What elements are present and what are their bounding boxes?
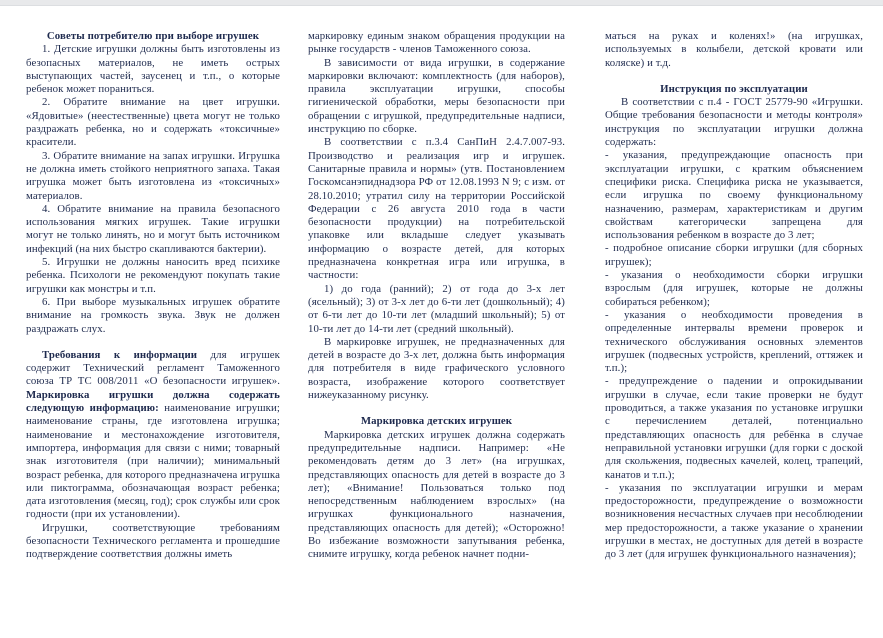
text-run: 1. Детские игрушки должны быть изготовлены из безопасных материалов, не иметь острых выступающих частей, заусенец и т.п., о которые ребенок может пораниться. xyxy=(26,43,280,96)
text-run: наименование игрушки; наименование страны, где изготовлена игрушка; наименование и местонахождение изготовителя, импортера, информация для связи с ними; товарный знак изготовителя (при наличии); минимальный возраст ребенка, для которого предназначена игрушка или пиктограмма, обозначающая возраст ребенка; дата изготовления (месяц, год); срок службы или срок годности (при их установлении). xyxy=(26,402,281,521)
bold-text-run: Маркировка игрушки должна содержать следующую информацию: xyxy=(26,388,280,415)
text-run: В соответствии с п.4 - ГОСТ 25779-90 «Игрушки. Общие требования безопасности и методы контроля» инструкция по эксплуатации игрушки должна содержать: xyxy=(605,96,863,149)
text-run: 2. Обратите внимание на цвет игрушки. «Ядовитые» (неестественные) цвета могут не только раздражать ребенка, но и содержать «токсичные» красители. xyxy=(26,96,280,149)
paragraph xyxy=(26,96,280,149)
paragraph xyxy=(26,43,280,96)
paragraph xyxy=(605,242,863,269)
paragraph xyxy=(26,256,280,296)
paragraph xyxy=(308,429,565,562)
text-run: для игрушек содержит Технический регламент Таможенного союза ТР ТС 008/2011 «О безопасности игрушек». xyxy=(26,348,280,388)
bold-text-run: Инструкция по эксплуатации xyxy=(660,82,808,95)
paragraph xyxy=(605,96,863,149)
paragraph xyxy=(605,482,863,562)
paragraph xyxy=(605,375,863,481)
text-run: 4. Обратите внимание на правила безопасного использования мягких игрушек. Такие игрушки могут не только линять, но и могут быть источником инфекций (на них быстро скапливаются бактерии). xyxy=(26,202,280,255)
paragraph xyxy=(26,296,280,336)
text-run: 3. Обратите внимание на запах игрушки. Игрушка не должна иметь стойкого неприятного запаха. Такая игрушка может быть изготовлена из «токсичных» материалов. xyxy=(26,149,280,202)
paragraph xyxy=(308,136,565,282)
column-middle xyxy=(308,30,565,562)
text-run: Игрушки, соответствующие требованиям безопасности Технического регламента и прошедшие подтверждение соответствия должны иметь xyxy=(26,521,280,561)
section-heading xyxy=(308,415,565,428)
paragraph xyxy=(26,349,280,522)
bold-text-run: Маркировка детских игрушек xyxy=(360,415,513,428)
text-run: - подробное описание сборки игрушки (для сборных игрушек); xyxy=(605,242,863,268)
paragraph xyxy=(605,30,863,70)
paragraph xyxy=(605,149,863,242)
text-run: В зависимости от вида игрушки, в содержание маркировки включают: комплектность (для наборов), правила эксплуатации игрушки, способы гигиенической обработки, меры безопасности при обращении с игрушкой, предупредительные надписи, инструкцию по сборке. xyxy=(308,56,565,136)
paragraph xyxy=(308,57,565,137)
text-run: В соответствии с п.3.4 СанПиН 2.4.7.007-93. Производство и реализация игр и игрушек. Санитарные правила и нормы» (утв. Постановлением Госкомсанэпиднадзора РФ от 12.08.1993 N 9; с изм. от 28.10.2010; утратил силу на территории Российской Федерации с 26 августа 2010 года в части безопасности продукции) на потребительской упаковке или вкладыше следует указывать информацию о возрасте детей, для которых предназначена конкретная игра или игрушка, в частности: xyxy=(308,136,565,282)
text-run: маться на руках и коленях!» (на игрушках, используемых в колыбели, детской кровати или коляске) и т.д. xyxy=(605,30,863,69)
column-right xyxy=(605,30,863,562)
section-heading xyxy=(605,83,863,96)
text-run: - указания, предупреждающие опасность при эксплуатации игрушки, с кратким объяснением специфики риска. Специфика риска не указывается, если игрушка по своему функциональному назначению, размерам, характеристикам и другим свойствам категорически запрещена для использования ребенком в возрасте до 3 лет; xyxy=(605,149,863,242)
page-top-edge xyxy=(0,0,883,6)
text-run: - указания по эксплуатации игрушки и мерам предосторожности, предупреждение о возможности возникновения несчастных случаев при несоблюдении мер предосторожности, а также указание о хранении игрушки в местах, не доступных для детей в возрасте до 3 лет (для игрушек функционального назначения); xyxy=(605,481,863,561)
paragraph xyxy=(605,269,863,309)
text-run: 5. Игрушки не должны наносить вред психике ребенка. Психологи не рекомендуют покупать такие игрушки как монстры и т.п. xyxy=(26,256,280,295)
section-heading xyxy=(26,30,280,43)
paragraph xyxy=(26,203,280,256)
paragraph xyxy=(308,283,565,336)
text-run: В маркировке игрушек, не предназначенных для детей в возрасте до 3-х лет, должна быть информация для потребителя в виде графического условного возраста, изображение которого соответствует нижеуказанному рисунку. xyxy=(308,335,565,402)
paragraph xyxy=(26,150,280,203)
text-run: маркировку единым знаком обращения продукции на рынке государств - членов Таможенного союза. xyxy=(308,30,565,56)
text-run: 1) до года (ранний); 2) от года до 3-х лет (ясельный); 3) от 3-х лет до 6-ти лет (дошкольный); 4) от 6-ти лет до 10-ти лет (младший школьный); 5) от 10-ти лет до 14-ти лет (средний школьный). xyxy=(308,282,565,335)
text-run: - указания о необходимости проведения в определенные интервалы времени проверок и технического обслуживания основных элементов игрушек (подвесных устройств, креплений, оттяжек и т.п.); xyxy=(605,308,863,375)
text-run: - предупреждение о падении и опрокидывании игрушки в случае, если такие проверки не будут проводиться, а также указания по установке игрушки с перечислением деталей, потенциально представляющих опасность для ребёнка в случае неправильной установки игрушки (для горки с доской для скольжения, подвесных качелей, колец, трапеций, канатов и т.п.); xyxy=(605,375,863,481)
paragraph xyxy=(605,309,863,375)
column-left xyxy=(26,30,280,562)
text-run: 6. При выборе музыкальных игрушек обратите внимание на громкость звука. Звук не должен раздражать слух. xyxy=(26,295,280,335)
bold-text-run: Советы потребителю при выборе игрушек xyxy=(46,30,260,42)
text-run: Маркировка детских игрушек должна содержать предупредительные надписи. Например: «Не рекомендовать детям до 3 лет» (на игрушках, представляющих опасность для детей в возрасте до 3 лет); «Внимание! Пользоваться только под непосредственным наблюдением взрослых» (на игрушках функционального назначения, представляющих опасность для детей); «Осторожно! Во избежание возможности запутывания ребенка, снимите игрушку, когда ребенок начнет подни- xyxy=(308,428,565,561)
bold-text-run: Требования к информации xyxy=(42,348,198,361)
text-run: - указания о необходимости сборки игрушки взрослым (для игрушек, которые не должны собираться ребенком); xyxy=(605,269,863,308)
paragraph xyxy=(308,336,565,402)
paragraph xyxy=(308,30,565,57)
paragraph xyxy=(26,522,280,562)
